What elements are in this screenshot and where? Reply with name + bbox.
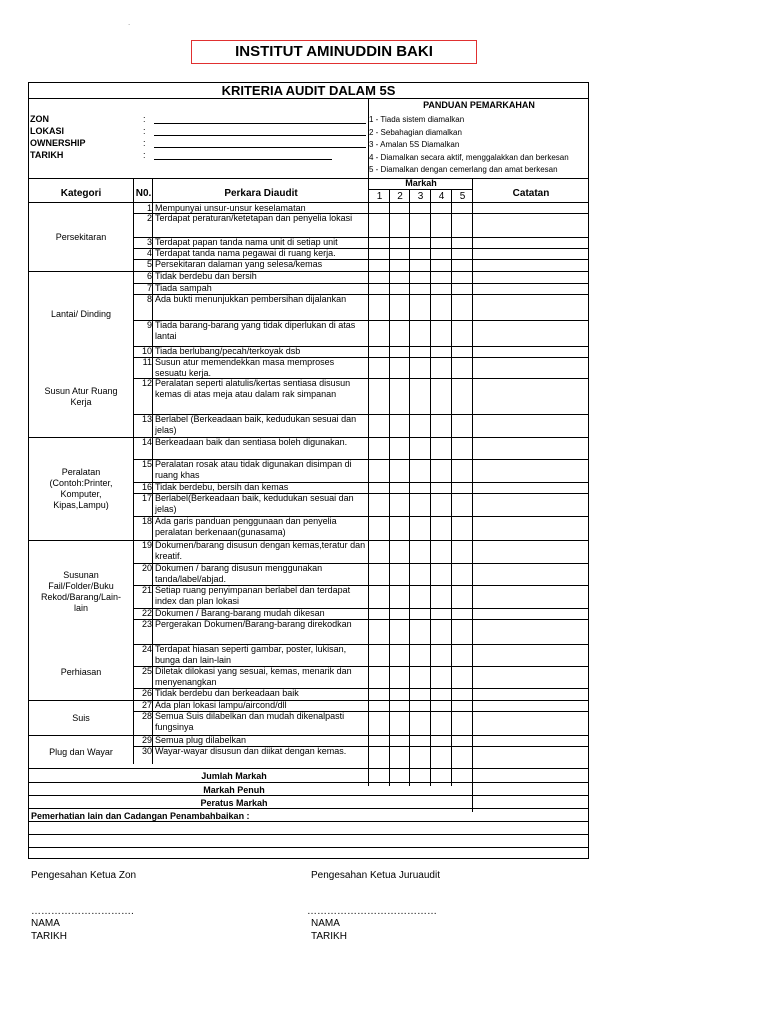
score-cell-5[interactable] (452, 357, 472, 378)
catatan-cell[interactable] (473, 294, 588, 320)
item-text: Berlabel(Berkeadaan baik, kedudukan sesuai dan jelas) (155, 493, 354, 514)
item-text: Tiada barang-barang yang tidak diperlukan di atas lantai (155, 320, 356, 341)
score-cell-5[interactable] (452, 585, 472, 608)
catatan-cell[interactable] (473, 320, 588, 346)
score-cell-3[interactable] (410, 666, 430, 688)
score-cell-2[interactable] (390, 459, 410, 482)
panduan-pemarkahan (369, 100, 589, 177)
catatan-cell[interactable] (473, 482, 588, 493)
score-cell-3[interactable] (410, 346, 430, 357)
score-cell-3[interactable] (410, 357, 430, 378)
score-cell-2[interactable] (390, 688, 410, 700)
score-cell-1[interactable] (369, 619, 389, 644)
score-cell-4[interactable] (431, 283, 451, 294)
category-susunan-fail: Susunan Fail/Folder/Buku Rekod/Barang/Lain-lain (40, 570, 122, 613)
score-cell-2[interactable] (390, 493, 410, 516)
item-number: 11 (142, 357, 152, 367)
item-number: 26 (141, 688, 152, 698)
catatan-cell[interactable] (473, 271, 588, 283)
score-cell-1[interactable] (369, 666, 389, 688)
sign-ketua-juruaudit-title: Pengesahan Ketua Juruaudit (311, 870, 440, 881)
header-markah: Markah (405, 178, 437, 188)
item-text: Dokumen/barang disusun dengan kemas,teratur dan kreatif. (155, 540, 366, 561)
item-text: Tidak berdebu dan berkeadaan baik (155, 688, 299, 698)
catatan-cell[interactable] (473, 516, 588, 540)
header-no: N0. (135, 188, 152, 199)
score-cell-4[interactable] (431, 482, 451, 493)
score-cell-4[interactable] (431, 700, 451, 711)
score-cell-4[interactable] (431, 585, 451, 608)
item-text: Berlabel (Berkeadaan baik, kedudukan sesuai dan jelas) (155, 414, 357, 435)
score-cell-3[interactable] (410, 283, 430, 294)
score-cell-1[interactable] (369, 563, 389, 585)
category-perhiasan: Perhiasan (60, 666, 102, 677)
score-cell-4[interactable] (431, 437, 451, 459)
score-cell-2[interactable] (390, 608, 410, 619)
catatan-cell[interactable] (473, 259, 588, 271)
form-title: KRITERIA AUDIT DALAM 5S (221, 83, 396, 98)
field-zon[interactable] (30, 114, 370, 126)
field-label: OWNERSHIP (30, 138, 86, 148)
item-number: 30 (141, 746, 152, 756)
score-cell-3[interactable] (410, 540, 430, 563)
score-cell-1[interactable] (369, 482, 389, 493)
item-number: 3 (146, 237, 152, 247)
item-text: Ada plan lokasi lampu/aircond/dll (155, 700, 287, 710)
score-cell-2[interactable] (390, 540, 410, 563)
score-cell-1[interactable] (369, 203, 389, 213)
score-cell-5[interactable] (452, 688, 472, 700)
panduan-item: 3 - Amalan 5S Diamalkan (369, 140, 460, 149)
score-3: 3 (417, 191, 424, 202)
score-cell-2[interactable] (390, 516, 410, 540)
total-penuh-label: Markah Penuh (203, 785, 265, 795)
field-ownership[interactable] (30, 138, 370, 150)
score-4: 4 (438, 191, 445, 202)
score-cell-1[interactable] (369, 540, 389, 563)
score-cell-4[interactable] (431, 493, 451, 516)
score-cell-5[interactable] (452, 619, 472, 644)
score-cell-3[interactable] (410, 585, 430, 608)
score-cell-5[interactable] (452, 259, 472, 271)
item-number: 6 (146, 271, 152, 281)
field-colon: : (143, 150, 146, 160)
score-cell-2[interactable] (390, 563, 410, 585)
score-cell-5[interactable] (452, 746, 472, 768)
score-cell-5[interactable] (452, 203, 472, 213)
score-cell-3[interactable] (410, 437, 430, 459)
score-cell-5[interactable] (452, 283, 472, 294)
score-cell-4[interactable] (431, 746, 451, 768)
score-cell-1[interactable] (369, 346, 389, 357)
total-peratus-label: Peratus Markah (200, 798, 268, 808)
field-lokasi[interactable] (30, 126, 370, 138)
score-2: 2 (397, 191, 403, 202)
item-text: Terdapat hiasan seperti gambar, poster, lukisan, bunga dan lain-lain (155, 644, 347, 665)
score-cell-4[interactable] (431, 357, 451, 378)
score-cell-3[interactable] (410, 688, 430, 700)
item-text: Berkeadaan baik dan sentiasa boleh digunakan. (155, 437, 348, 447)
score-cell-2[interactable] (390, 320, 410, 346)
category-susun-atur: Susun Atur Ruang Kerja (44, 386, 118, 407)
score-cell-1[interactable] (369, 248, 389, 259)
score-cell-4[interactable] (431, 414, 451, 437)
score-cell-1[interactable] (369, 608, 389, 619)
item-number: 10 (141, 346, 152, 356)
score-cell-3[interactable] (410, 203, 430, 213)
score-cell-1[interactable] (369, 237, 389, 248)
item-number: 17 (141, 493, 152, 503)
score-cell-3[interactable] (410, 459, 430, 482)
item-text: Tidak berdebu, bersih dan kemas (155, 482, 289, 492)
score-cell-3[interactable] (410, 746, 430, 768)
field-tarikh[interactable] (30, 150, 370, 162)
catatan-cell[interactable] (473, 700, 588, 711)
score-cell-4[interactable] (431, 237, 451, 248)
item-text: Tiada berlubang/pecah/terkoyak dsb (155, 346, 301, 356)
panduan-item: 2 - Sebahagian diamalkan (369, 127, 462, 137)
score-cell-4[interactable] (431, 688, 451, 700)
score-cell-4[interactable] (431, 711, 451, 735)
institute-title: INSTITUT AMINUDDIN BAKI (191, 40, 477, 64)
item-text: Peralatan rosak atau tidak digunakan disimpan di ruang khas (155, 459, 352, 480)
score-cell-2[interactable] (390, 414, 410, 437)
item-text: Wayar-wayar disusun dan diikat dengan kemas. (155, 746, 347, 756)
item-number: 15 (141, 459, 152, 469)
catatan-cell[interactable] (473, 203, 588, 213)
score-cell-2[interactable] (390, 294, 410, 320)
score-cell-5[interactable] (452, 516, 472, 540)
sign-right-nama: NAMA (311, 918, 340, 929)
field-label: LOKASI (30, 126, 65, 136)
catatan-cell[interactable] (473, 357, 588, 378)
field-line[interactable] (154, 135, 366, 136)
item-number: 7 (146, 283, 152, 293)
remarks-label: Pemerhatian lain dan Cadangan Penambahbaikan : (31, 811, 250, 821)
panduan-item: 4 - Diamalkan secara aktif, menggalakkan dan berkesan (369, 152, 569, 162)
item-text: Susun atur memendekkan masa memproses sesuatu kerja. (155, 357, 335, 378)
item-number: 29 (141, 735, 152, 745)
item-text: Pergerakan Dokumen/Barang-barang direkodkan (155, 619, 352, 629)
score-cell-2[interactable] (390, 237, 410, 248)
item-text: Terdapat papan tanda nama unit di setiap unit (155, 237, 338, 247)
field-line[interactable] (154, 147, 366, 148)
score-cell-4[interactable] (431, 248, 451, 259)
score-cell-1[interactable] (369, 294, 389, 320)
field-colon: : (143, 114, 146, 124)
score-cell-1[interactable] (369, 493, 389, 516)
score-cell-2[interactable] (390, 644, 410, 666)
score-cell-2[interactable] (390, 346, 410, 357)
score-cell-2[interactable] (390, 711, 410, 735)
item-number: 12 (141, 378, 152, 388)
score-cell-2[interactable] (390, 700, 410, 711)
score-cell-1[interactable] (369, 711, 389, 735)
score-cell-1[interactable] (369, 516, 389, 540)
catatan-cell[interactable] (473, 283, 588, 294)
catatan-cell[interactable] (473, 563, 588, 585)
catatan-cell[interactable] (473, 644, 588, 666)
score-cell-2[interactable] (390, 666, 410, 688)
score-cell-1[interactable] (369, 320, 389, 346)
score-cell-1[interactable] (369, 700, 389, 711)
score-cell-3[interactable] (410, 213, 430, 237)
score-cell-5[interactable] (452, 320, 472, 346)
score-cell-5[interactable] (452, 735, 472, 746)
score-cell-1[interactable] (369, 735, 389, 746)
score-cell-4[interactable] (431, 203, 451, 213)
score-cell-4[interactable] (431, 378, 451, 414)
item-text: Dokumen / barang disusun menggunakan tanda/label/abjad. (155, 563, 323, 584)
score-cell-3[interactable] (410, 516, 430, 540)
sign-left-tarikh: TARIKH (31, 931, 67, 942)
score-cell-2[interactable] (390, 378, 410, 414)
score-cell-2[interactable] (390, 735, 410, 746)
item-text: Dokumen / Barang-barang mudah dikesan (155, 608, 325, 618)
total-jumlah-label: Jumlah Markah (201, 771, 267, 781)
score-cell-4[interactable] (431, 459, 451, 482)
score-cell-3[interactable] (410, 563, 430, 585)
score-cell-1[interactable] (369, 259, 389, 271)
category-peralatan: Peralatan (Contoh:Printer, Komputer, Kipas,Lampu) (49, 467, 113, 510)
score-cell-2[interactable] (390, 213, 410, 237)
score-cell-1[interactable] (369, 378, 389, 414)
info-fields (30, 114, 370, 162)
score-cell-3[interactable] (410, 248, 430, 259)
score-cell-5[interactable] (452, 294, 472, 320)
catatan-cell[interactable] (473, 437, 588, 459)
item-text: Terdapat peraturan/ketetapan dan penyelia lokasi (155, 213, 353, 223)
score-cell-5[interactable] (452, 271, 472, 283)
item-text: Tiada sampah (155, 283, 212, 293)
catatan-cell[interactable] (473, 585, 588, 608)
catatan-cell[interactable] (473, 248, 588, 259)
score-cell-2[interactable] (390, 248, 410, 259)
catatan-cell[interactable] (473, 666, 588, 688)
score-cell-4[interactable] (431, 516, 451, 540)
score-cell-2[interactable] (390, 259, 410, 271)
score-cell-5[interactable] (452, 563, 472, 585)
score-cell-5[interactable] (452, 608, 472, 619)
item-text: Terdapat tanda nama pegawai di ruang kerja. (155, 248, 336, 258)
catatan-cell[interactable] (473, 237, 588, 248)
score-cell-2[interactable] (390, 585, 410, 608)
catatan-cell[interactable] (473, 459, 588, 482)
score-cell-5[interactable] (452, 711, 472, 735)
score-cell-5[interactable] (452, 493, 472, 516)
stray-mark: . (128, 18, 131, 27)
item-number: 9 (146, 320, 152, 330)
item-text: Ada garis panduan penggunaan dan penyelia peralatan berkenaan(gunasama) (155, 516, 337, 537)
score-cell-2[interactable] (390, 203, 410, 213)
category-lantai-dinding: Lantai/ Dinding (50, 308, 112, 319)
field-label: TARIKH (30, 150, 64, 160)
catatan-cell[interactable] (473, 619, 588, 644)
score-cell-2[interactable] (390, 437, 410, 459)
score-cell-3[interactable] (410, 320, 430, 346)
score-1: 1 (376, 191, 383, 202)
catatan-cell[interactable] (473, 711, 588, 735)
score-cell-1[interactable] (369, 213, 389, 237)
score-cell-4[interactable] (431, 320, 451, 346)
score-cell-3[interactable] (410, 271, 430, 283)
score-cell-5[interactable] (452, 666, 472, 688)
item-text: Setiap ruang penyimpanan berlabel dan terdapat index dan plan lokasi (155, 585, 351, 606)
catatan-cell[interactable] (473, 688, 588, 700)
item-number: 14 (141, 437, 152, 447)
score-cell-1[interactable] (369, 644, 389, 666)
catatan-cell[interactable] (473, 213, 588, 237)
item-text: Semua plug dilabelkan (155, 735, 247, 745)
item-number: 19 (141, 540, 152, 550)
score-cell-2[interactable] (390, 271, 410, 283)
score-cell-4[interactable] (431, 563, 451, 585)
item-number: 8 (146, 294, 152, 304)
item-number: 24 (141, 644, 152, 654)
score-cell-5[interactable] (452, 644, 472, 666)
catatan-cell[interactable] (473, 540, 588, 563)
score-cell-1[interactable] (369, 746, 389, 768)
field-line[interactable] (154, 123, 366, 124)
item-number: 28 (141, 711, 152, 721)
item-text: Mempunyai unsur-unsur keselamatan (155, 203, 306, 213)
score-cell-3[interactable] (410, 608, 430, 619)
score-cell-3[interactable] (410, 619, 430, 644)
item-number: 1 (146, 203, 152, 213)
score-cell-5[interactable] (452, 237, 472, 248)
score-cell-3[interactable] (410, 493, 430, 516)
field-colon: : (143, 138, 146, 148)
score-cell-1[interactable] (369, 688, 389, 700)
score-cell-5[interactable] (452, 459, 472, 482)
item-number: 27 (141, 700, 152, 710)
item-number: 22 (141, 608, 152, 618)
score-cell-4[interactable] (431, 271, 451, 283)
score-cell-4[interactable] (431, 619, 451, 644)
panduan-item: 1 - Tiada sistem diamalkan (369, 115, 465, 124)
item-number: 4 (146, 248, 152, 258)
score-cell-4[interactable] (431, 346, 451, 357)
item-number: 23 (141, 619, 152, 629)
score-cell-4[interactable] (431, 608, 451, 619)
score-cell-5[interactable] (452, 378, 472, 414)
score-cell-2[interactable] (390, 357, 410, 378)
score-cell-4[interactable] (431, 213, 451, 237)
score-cell-5[interactable] (452, 700, 472, 711)
item-number: 21 (141, 585, 152, 595)
field-colon: : (143, 126, 146, 136)
score-5: 5 (459, 191, 466, 202)
panduan-title: PANDUAN PEMARKAHAN (423, 100, 535, 110)
score-cell-5[interactable] (452, 414, 472, 437)
catatan-cell[interactable] (473, 608, 588, 619)
item-number: 13 (141, 414, 152, 424)
score-cell-3[interactable] (410, 294, 430, 320)
score-cell-3[interactable] (410, 237, 430, 248)
catatan-cell[interactable] (473, 746, 588, 768)
score-cell-5[interactable] (452, 213, 472, 237)
score-cell-3[interactable] (410, 414, 430, 437)
field-line[interactable] (154, 159, 332, 160)
score-cell-2[interactable] (390, 482, 410, 493)
score-cell-3[interactable] (410, 259, 430, 271)
catatan-cell[interactable] (473, 378, 588, 414)
catatan-cell[interactable] (473, 346, 588, 357)
item-number: 25 (141, 666, 152, 676)
score-cell-3[interactable] (410, 735, 430, 746)
score-cell-5[interactable] (452, 540, 472, 563)
score-cell-1[interactable] (369, 459, 389, 482)
score-cell-4[interactable] (431, 294, 451, 320)
score-cell-5[interactable] (452, 437, 472, 459)
item-text: Semua Suis dilabelkan dan mudah dikenalpasti fungsinya (155, 711, 345, 732)
score-cell-2[interactable] (390, 619, 410, 644)
item-text: Peralatan seperti alatulis/kertas sentiasa disusun kemas di atas meja atau dalam rak simpanan (155, 378, 351, 399)
sign-left-nama: NAMA (31, 918, 60, 929)
item-number: 5 (146, 259, 152, 269)
category-plug-wayar: Plug dan Wayar (49, 747, 113, 757)
score-cell-4[interactable] (431, 644, 451, 666)
sign-right-tarikh: TARIKH (311, 931, 347, 942)
catatan-cell[interactable] (473, 735, 588, 746)
category-suis: Suis (72, 712, 90, 723)
score-cell-5[interactable] (452, 482, 472, 493)
item-text: Ada bukti menunjukkan pembersihan dijalankan (155, 294, 347, 304)
header-perkara: Perkara Diaudit (224, 188, 298, 199)
panduan-item: 5 - Diamalkan dengan cemerlang dan amat berkesan (369, 165, 558, 174)
score-cell-4[interactable] (431, 540, 451, 563)
score-cell-1[interactable] (369, 437, 389, 459)
header-kategori: Kategori (60, 188, 102, 199)
item-number: 16 (141, 482, 152, 492)
score-cell-1[interactable] (369, 283, 389, 294)
sign-right-dots[interactable]: ………………………………… (307, 906, 437, 917)
header-catatan: Catatan (512, 188, 550, 199)
score-cell-1[interactable] (369, 585, 389, 608)
item-text: Tidak berdebu dan bersih (155, 271, 257, 281)
sign-left-dots[interactable]: …………………………. (31, 906, 134, 917)
sign-ketua-zon-title: Pengesahan Ketua Zon (31, 870, 137, 881)
score-cell-5[interactable] (452, 346, 472, 357)
score-cell-1[interactable] (369, 414, 389, 437)
catatan-cell[interactable] (473, 414, 588, 437)
field-label: ZON (30, 114, 49, 124)
item-number: 18 (141, 516, 152, 526)
item-number: 20 (141, 563, 152, 573)
score-cell-4[interactable] (431, 735, 451, 746)
category-persekitaran: Persekitaran (55, 231, 107, 242)
score-cell-3[interactable] (410, 482, 430, 493)
score-cell-1[interactable] (369, 271, 389, 283)
score-cell-4[interactable] (431, 259, 451, 271)
score-cell-2[interactable] (390, 283, 410, 294)
score-cell-3[interactable] (410, 700, 430, 711)
catatan-cell[interactable] (473, 493, 588, 516)
item-number: 2 (146, 213, 152, 223)
score-cell-3[interactable] (410, 378, 430, 414)
score-cell-1[interactable] (369, 357, 389, 378)
score-cell-5[interactable] (452, 248, 472, 259)
score-cell-4[interactable] (431, 666, 451, 688)
item-text: Diletak dilokasi yang sesuai, kemas, menarik dan menyenangkan (155, 666, 352, 687)
score-cell-2[interactable] (390, 746, 410, 768)
item-text: Persekitaran dalaman yang selesa/kemas (155, 259, 323, 269)
score-cell-3[interactable] (410, 644, 430, 666)
score-cell-3[interactable] (410, 711, 430, 735)
